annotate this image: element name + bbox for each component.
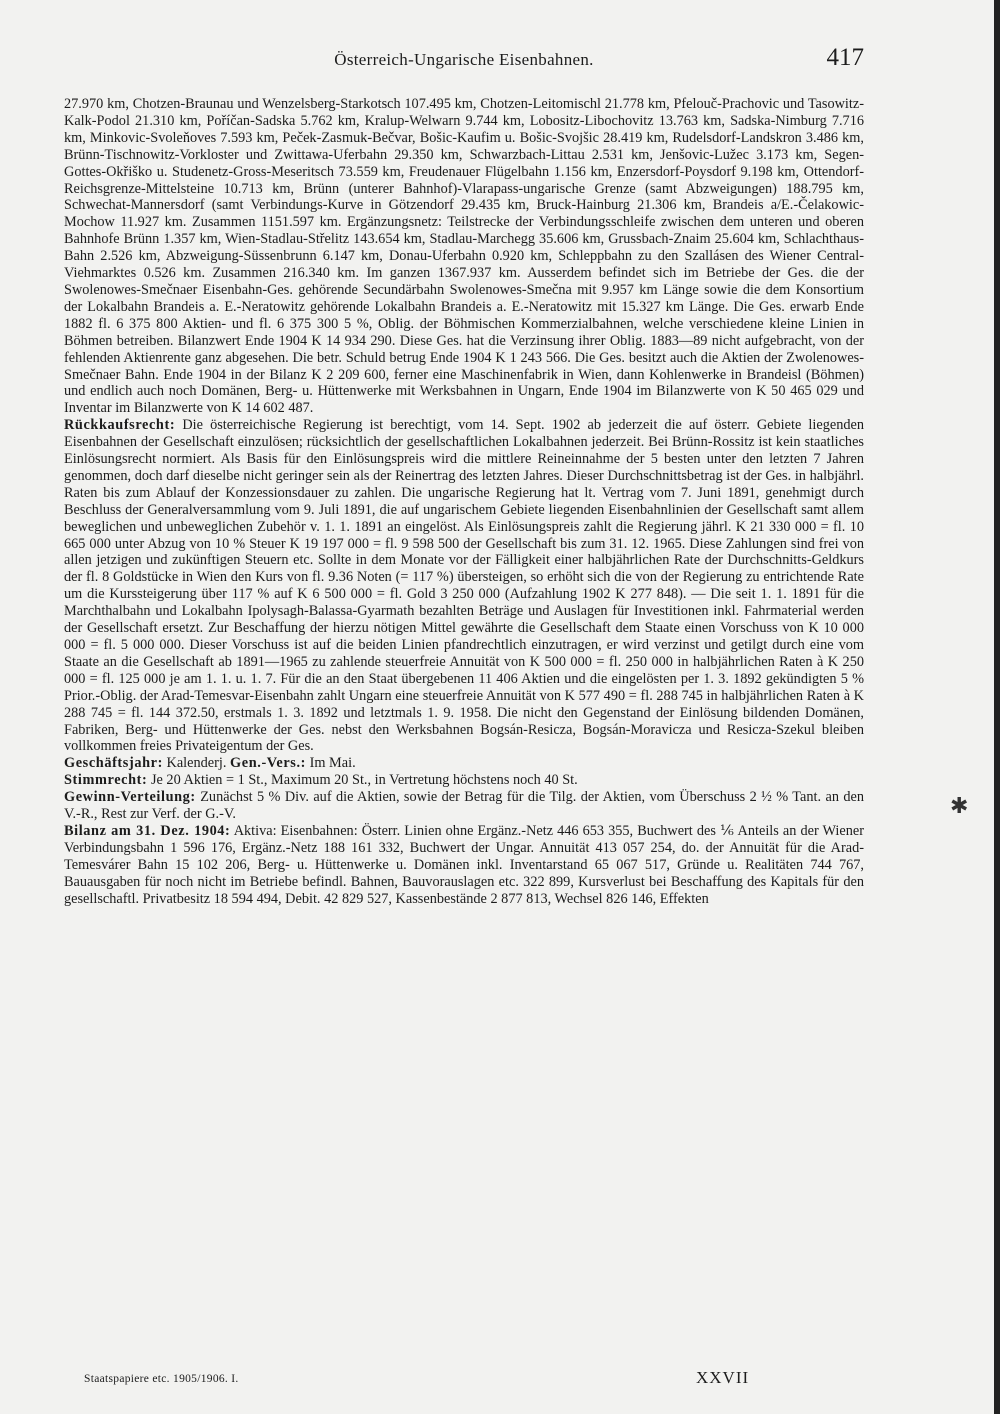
page-body <box>64 96 864 908</box>
bilanz-label: Bilanz am 31. Dez. 1904: <box>64 822 231 839</box>
page-footer <box>64 1370 864 1392</box>
footer-signature: Staatspapiere etc. 1905/1906. I. <box>84 1373 239 1385</box>
bilanz-paragraph <box>64 823 864 908</box>
footer-sheet-number: XXVII <box>696 1368 750 1387</box>
running-head: Österreich-Ungarische Eisenbahnen. <box>334 50 594 69</box>
scan-mark-icon: ✱ <box>950 793 969 818</box>
rueckkauf-label: Rückkaufsrecht: <box>64 417 176 434</box>
geschaeftsjahr-label: Geschäftsjahr: <box>64 755 163 772</box>
page-header <box>64 44 864 80</box>
page-number: 417 <box>826 44 864 71</box>
gewinn-paragraph <box>64 789 864 823</box>
stimmrecht-paragraph <box>64 772 864 789</box>
gewinn-label: Gewinn-Verteilung: <box>64 789 196 806</box>
bilanz-text: Aktiva: Eisenbahnen: Österr. Linien ohne Ergänz.-Netz 446 653 355, Buchwert des ⅙ Anteils an der Wiener Verbindungsbahn 1 596 176, Ergänz.-Netz 188 161 332, Buchwert der Ungar. Annuität 413 057 254, do. der Annuität für die Arad-Temesvárer Bahn 15 102 206, Berg- u. Hüttenwerke u. Domänen inkl. Inventarstand 65 067 517, Gründe u. Realitäten 744 767, Bauausgaben für noch nicht im Betriebe befindl. Bahnen, Bauvorauslagen etc. 322 899, Kursverlust bei Beschaffung des Kapitals für den gesellschaftl. Privatbesitz 18 594 494, Debit. 42 829 527, Kassenbestände 2 877 813, Wechsel 826 146, Effekten <box>64 822 864 907</box>
intro-paragraph: 27.970 km, Chotzen-Braunau und Wenzelsberg-Starkotsch 107.495 km, Chotzen-Leitomischl 21.778 km, Pfelouč-Prachovic und Tasowitz-Kalk-Podol 21.310 km, Poříčan-Sadska 5.762 km, Kralup-Welwarn 9.744 km, Lobositz-Libochovitz 13.763 km, Sadska-Nimburg 7.716 km, Minkovic-Svoleňoves 7.593 km, Peček-Zasmuk-Bečvar, Bošic-Kaufim u. Bošic-Svojšic 28.419 km, Rudelsdorf-Landskron 3.486 km, Brünn-Tischnowitz-Vorkloster und Zwittawa-Uferbahn 29.350 km, Schwarzbach-Littau 2.531 km, Jenšovic-Lužec 3.173 km, Segen-Gottes-Okřiško u. Studenetz-Gross-Meseritsch 73.559 km, Freudenauer Flügelbahn 1.156 km, Enzersdorf-Poysdorf 9.198 km, Ottendorf-Reichsgrenze-Mittelsteine 10.713 km, Brünn (unterer Bahnhof)-Vlarapass-ungarische Grenze (samt Abzweigungen) 188.795 km, Schwechat-Mannersdorf (samt Verbindungs-Kurve in Götzendorf 29.435 km, Bruck-Hainburg 21.306 km, Brandeis a/E.-Čelakowic-Mochow 11.927 km. Zusammen 1151.597 km. Ergänzungsnetz: Teilstrecke der Verbindungsschleife zwischen dem unteren und oberen Bahnhofe Brünn 1.357 km, Wien-Stadlau-Střelitz 143.654 km, Stadlau-Marchegg 35.606 km, Grussbach-Znaim 25.604 km, Schlachthaus-Bahn 2.526 km, Abzweigung-Süssenbrunn 6.147 km, Donau-Uferbahn 0.920 km, Schleppbahn zu den Szallásen des Wiener Central-Viehmarktes 0.526 km. Zusammen 216.340 km. Im ganzen 1367.937 km. Ausserdem befindet sich im Betriebe der Ges. die der Swolenowes-Smečnaer Eisenbahn-Ges. gehörende Secundärbahn Swolenowes-Smečna mit 9.957 km Länge sowie die dem Konsortium der Lokalbahn Brandeis a. E.-Neratowitz gehörende Lokalbahn Brandeis a. E.-Neratowitz mit 15.327 km Länge. Die Ges. erwarb Ende 1882 fl. 6 375 800 Aktien- und fl. 6 375 300 5 %, Oblig. der Böhmischen Kommerzialbahnen, welche verschiedene kleine Linien in Böhmen betreiben. Bilanzwert Ende 1904 K 14 934 290. Diese Ges. hat die Verzinsung ihrer Oblig. 1883—89 nicht aufgebracht, von der fehlenden Aktienrente ganz abgesehen. Die betr. Schuld betrug Ende 1904 K 1 243 566. Die Ges. besitzt auch die Aktien der Zwolenowes-Smečnaer Bahn. Ende 1904 in der Bilanz K 2 209 600, ferner eine Maschinenfabrik in Wien, dann Kohlenwerke in Brandeisl (Böhmen) und endlich auch noch Domänen, Berg- u. Hüttenwerke mit Werksbahnen in Ungarn, Ende 1904 im Bilanzwerte von K 50 465 029 und Inventar im Bilanzwerte von K 14 602 487. <box>64 96 864 417</box>
geschaeftsjahr-paragraph <box>64 755 864 772</box>
stimmrecht-label: Stimmrecht: <box>64 772 148 789</box>
rueckkauf-text: Die österreichische Regierung ist berechtigt, vom 14. Sept. 1902 ab jederzeit die auf österr. Gebiete liegenden Eisenbahnen der Gesellschaft einzulösen; rücksichtlich der gesellschaftlichen Lokalbahnen jederzeit. Bei Brünn-Rossitz ist kein staatliches Einlösungsrecht normiert. Als Basis für den Einlösungspreis wird die mittlere Reineinnahme der 5 besten unter den letzten 7 Jahren genommen, doch darf dieselbe nicht geringer sein als der Reinertrag des letzten Jahres. Dieser Durchschnittsbetrag ist der Ges. in halbjährl. Raten bis zum Ablauf der Konzessionsdauer zu zahlen. Die ungarische Regierung hat lt. Vertrag vom 7. Juni 1891, genehmigt durch Beschluss der Generalversammlung vom 9. Juli 1891, die auf ungarischem Gebiete liegenden Eisenbahnlinien der Gesellschaft samt allem beweglichen und unbeweglichen Zubehör v. 1. 1. 1891 an eingelöst. Als Einlösungspreis zahlt die Regierung jährl. K 21 330 000 = fl. 10 665 000 unter Abzug von 10 % Steuer K 19 197 000 = fl. 9 598 500 der Gesellschaft bis zum 31. 12. 1965. Diese Zahlungen sind frei von allen jetzigen und zukünftigen Steuern etc. Sollte in dem Monate vor der Fälligkeit einer halbjährlichen Rate der Durchschnitts-Geldkurs der fl. 8 Goldstücke in Wien den Kurs von fl. 9.36 Noten (= 117 %) übersteigen, so erhöht sich die von der Regierung zu entrichtende Rate um die Kurssteigerung über 117 % auf K 6 500 000 = fl. Gold 3 250 000 (Aufzahlung 1902 K 277 848). — Die seit 1. 1. 1891 für die Marchthalbahn und Lokalbahn Ipolysagh-Balassa-Gyarmath bezahlten Beträge und Auslagen für Investitionen inkl. Fahrmaterial werden der Gesellschaft ersetzt. Zur Beschaffung der hierzu nötigen Mittel gewährte die Gesellschaft dem Staate einen Vorschuss von K 10 000 000 = fl. 5 000 000. Dieser Vorschuss ist auf die beiden Linien pfandrechtlich einzutragen, er wird verzinst und getilgt durch eine vom Staate an die Gesellschaft ab 1891—1965 zu zahlende steuerfreie Annuität von K 500 000 = fl. 250 000 in halbjährlichen Raten à K 250 000 = fl. 125 000 je am 1. 1. u. 1. 7. Für die an den Staat übergebenen 11 406 Aktien und die eingelösten per 1. 3. 1892 gekündigten 5 % Prior.-Oblig. der Arad-Temesvar-Eisenbahn zahlt Ungarn eine steuerfreie Annuität von K 577 490 = fl. 288 745 in halbjährlichen Raten à K 288 745 = fl. 144 372.50, erstmals 1. 3. 1892 und letztmals 1. 9. 1958. Die nicht den Gegenstand der Einlösung bildenden Domänen, Fabriken, Berg- und Hüttenwerke der Ges. nebst den Werksbahnen Bogsán-Resicza, Bogsán-Moravicza und Resicza-Szekul bleiben vollkommen freies Privateigentum der Ges. <box>64 417 864 755</box>
gewinn-text: Zunächst 5 % Div. auf die Aktien, sowie der Betrag für die Tilg. der Aktien, vom Überschuss 2 ½ % Tant. an den V.-R., Rest zur Verf. der G.-V. <box>64 789 864 823</box>
geschaeftsjahr-text: Kalenderj. <box>166 755 227 772</box>
genvers-label: Gen.-Vers.: <box>230 755 307 772</box>
stimmrecht-text: Je 20 Aktien = 1 St., Maximum 20 St., in Vertretung höchstens noch 40 St. <box>150 772 578 789</box>
scan-border <box>994 0 1000 1414</box>
genvers-text: Im Mai. <box>309 755 356 772</box>
rueckkauf-paragraph <box>64 417 864 755</box>
